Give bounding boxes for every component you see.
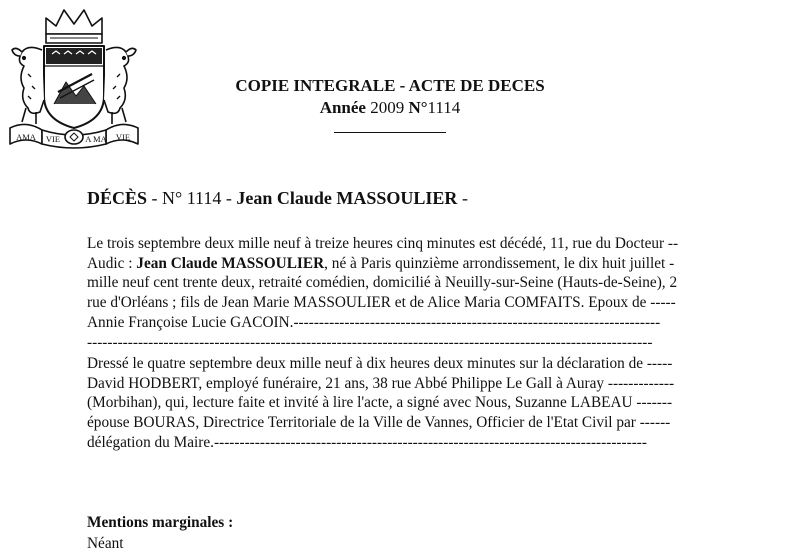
deceased-name-inline: Jean Claude MASSOULIER (136, 254, 325, 272)
number-value: 1114 (427, 98, 461, 117)
mentions-value: Néant (87, 535, 124, 552)
paragraph-line: David HODBERT, employé funéraire, 21 ans, 38 rue Abbé Philippe Le Gall à Auray ------------- (87, 374, 675, 392)
text-run: Audic : (87, 254, 137, 272)
paragraph-line: --------------------------------------------------------------------------------------------------------------- (87, 333, 653, 351)
section-trailer: - (457, 188, 468, 208)
death-statement-paragraph (87, 234, 800, 352)
section-label: DÉCÈS (87, 188, 148, 208)
svg-text:VIE: VIE (115, 132, 131, 142)
paragraph-line: Annie Françoise Lucie GACOIN.------------------------------------------------------------------------ (87, 313, 661, 331)
year-label: Année (319, 98, 366, 117)
document-header (150, 75, 630, 133)
section-heading (87, 188, 468, 209)
year-number-line (150, 97, 630, 119)
coat-of-arms-emblem (6, 4, 142, 152)
declaration-paragraph (87, 354, 800, 453)
marginal-mentions (87, 512, 233, 554)
number-label: N° (408, 98, 428, 117)
document-title: COPIE INTEGRALE - ACTE DE DECES (235, 76, 545, 95)
paragraph-line (87, 254, 800, 274)
paragraph-line: Dressé le quatre septembre deux mille neuf à dix heures deux minutes sur la déclaration de ----- (87, 355, 673, 372)
svg-text:A MA: A MA (85, 134, 107, 144)
paragraph-line: rue d'Orléans ; fils de Jean Marie MASSOULIER et de Alice Maria COMFAITS. Epoux de ----- (87, 294, 676, 312)
section-number: - N° 1114 - (147, 188, 237, 208)
text-run: , né à Paris quinzième arrondissement, le dix huit juillet - (324, 254, 675, 272)
svg-text:VIE: VIE (45, 134, 61, 144)
header-underline (334, 132, 446, 133)
paragraph-line: (Morbihan), qui, lecture faite et invité à lire l'acte, a signé avec Nous, Suzanne LABEAU ------- (87, 394, 673, 412)
year-value: 2009 (370, 98, 405, 117)
svg-text:AMA: AMA (16, 132, 36, 142)
deceased-name: Jean Claude MASSOULIER (236, 188, 458, 208)
mentions-title: Mentions marginales : (87, 514, 234, 531)
paragraph-line: mille neuf cent trente deux, retraité comédien, domicilié à Neuilly-sur-Seine (Hauts-de-Seine), 2 (87, 274, 678, 292)
paragraph-line: épouse BOURAS, Directrice Territoriale de la Ville de Vannes, Officier de l'Etat Civil par ------ (87, 414, 671, 432)
paragraph-line: délégation du Maire.------------------------------------------------------------------------------------- (87, 433, 647, 451)
paragraph-line: Le trois septembre deux mille neuf à treize heures cinq minutes est décédé, 11, rue du Docteur -- (87, 235, 679, 252)
